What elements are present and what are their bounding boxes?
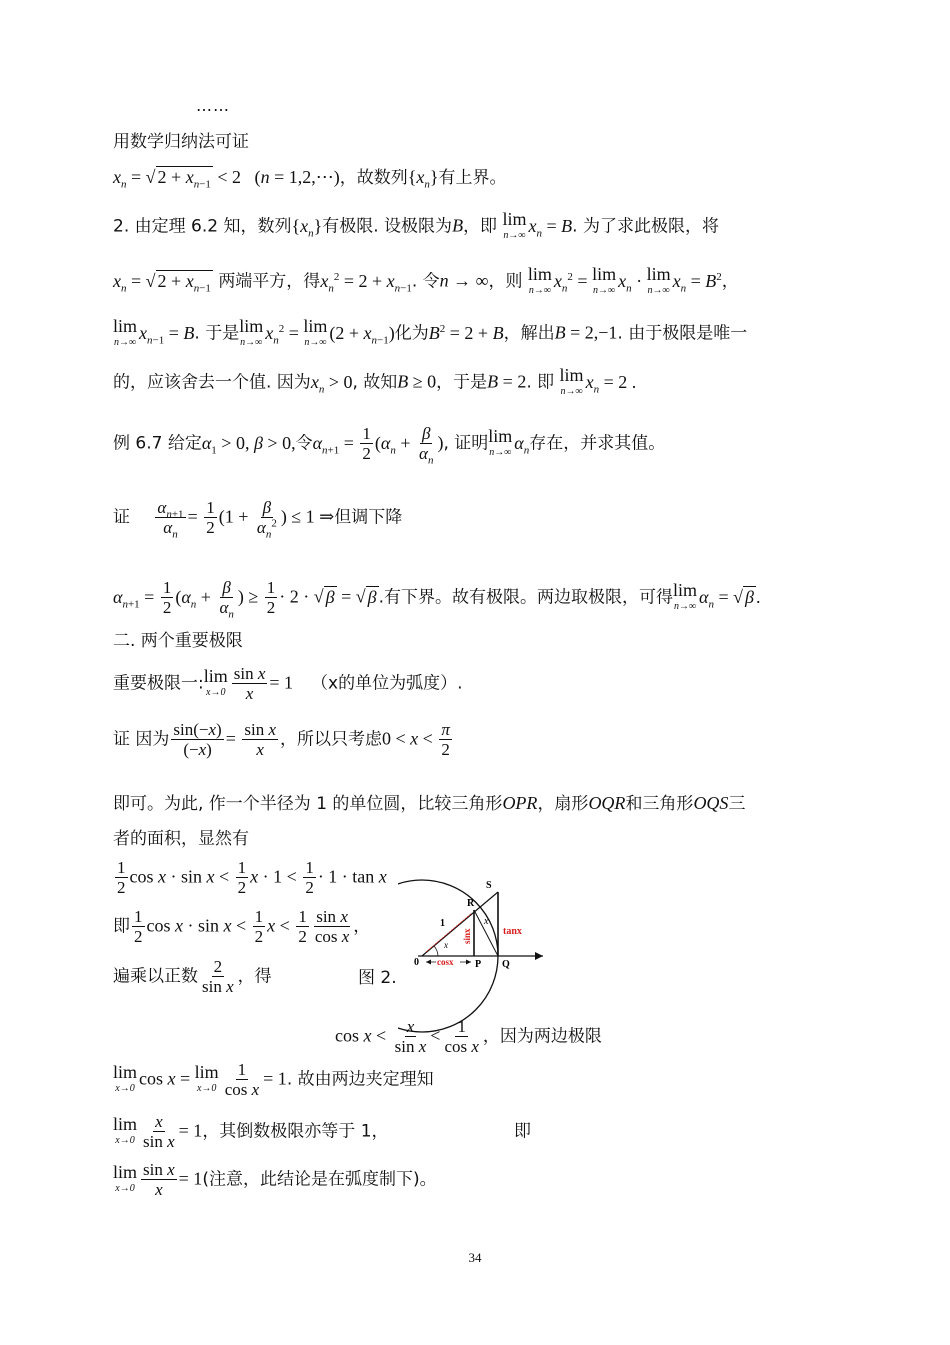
lower-bound-line: $\alpha_{n+1}$ = $\frac{1}{2}$ ($\alpha_n$ + $\frac{\beta}{\alpha_n}$ ) ≥ $\frac{1}{2}$ · 2 · √ β = √ β .有下界。故有极限。两边取极限，可得 lim n→∞ $\alpha_n$ = √ β . xyxy=(113,578,761,621)
section-heading: 二. 两个重要极限 xyxy=(113,631,243,651)
label-o: 0 xyxy=(414,957,419,968)
bounded-line: $x_n$ = √ $2 + x_{n-1} < 2$ (n = 1,2,⋯)，故数列$\{x_n\}$有上界。 xyxy=(113,167,507,191)
label-tan: tanx xyxy=(503,926,522,937)
label-arc: x xyxy=(484,916,489,927)
proof-ratio-line: 证 $\frac{\alpha_{n+1}}{\alpha_n}$ = $\frac{1}{2}$ (1 + $\frac{\beta}{\alpha_n^2}$ ) ≤ 1 ⇒但调下降 xyxy=(113,498,403,541)
label-radius: 1 xyxy=(440,918,445,929)
label-s: S xyxy=(486,880,492,891)
theorem-line: 2. 由定理 6.2 知，数列$\{x_n\}$有极限. 设极限为B，即 lim n→∞ $x_n = B$. 为了求此极限，将 xyxy=(113,209,719,241)
reciprocal-line: lim x→0 $\frac{x}{\text{sin x}}$ = 1，其倒数极限亦等于 1， 即 xyxy=(113,1112,531,1151)
conclusion-line: 的，应该舍去一个值. 因为$x_n > 0$, 故知B ≥ 0，于是B = 2. 即 lim n→∞ $x_n = 2$ . xyxy=(113,365,637,397)
ellipsis: …… xyxy=(196,96,230,115)
square-line: $x_n$ = √ $2 + x_{n-1}$ 两端平方，得$x_n^2 = 2 + x_{n-1}$. 令n → ∞，则 lim n→∞ $x_n^2$ = lim n→∞ $x_n$ · lim n→∞ $x_n = B^2$， xyxy=(113,264,739,296)
angle-arc xyxy=(434,946,438,956)
label-sin: sinx xyxy=(462,928,472,944)
example-line: 例 6.7 给定$\alpha_1 > 0$, β > 0,令$\alpha_{n+1}$ = $\frac{1}{2}$ ($\alpha_n$ + $\frac{\beta}{\alpha_n}$ ), 证明 lim n→∞ $\alpha_n$存在，并求其值。 xyxy=(113,424,666,467)
area-inequality-line: $\frac{1}{2}$ cos x · sin x < $\frac{1}{2}$ x · 1 < $\frac{1}{2}$ · 1 · tan x xyxy=(117,858,387,897)
cos-inequality-line: cos x < $\frac{x}{\text{sin x}}$ < $\frac{1}{\text{cos x}}$ ，因为两边极限 xyxy=(335,1017,602,1056)
important-limit-line: 重要极限一: lim x→0 $\frac{\text{sin x}}{x}$ = 1 （x的单位为弧度）. xyxy=(113,664,463,703)
label-q: Q xyxy=(502,959,510,970)
area-comparison-line: 即可。为此, 作一个半径为 1 的单位圆，比较三角形OPR，扇形OQR和三角形OQS三 xyxy=(113,793,746,814)
induction-line: 用数学归纳法可证 xyxy=(113,132,249,152)
area-inequality-line-2: 即 $\frac{1}{2}$ cos x · sin x < $\frac{1}{2}$ x < $\frac{1}{2}$ $\frac{\text{sin x}}{\text{cos x}}$ ， xyxy=(113,907,371,946)
page-number: 34 xyxy=(468,1250,482,1265)
label-r: R xyxy=(467,898,475,909)
axis-arrow-icon xyxy=(535,952,543,960)
cos-arrow-left-icon xyxy=(426,960,431,965)
multiply-line: 遍乘以正数 $\frac{2}{\text{sin x}}$ ，得 xyxy=(113,957,272,996)
cos-arrow-right-icon xyxy=(466,960,471,965)
label-p: P xyxy=(475,959,482,970)
unit-circle-figure xyxy=(398,872,548,1052)
label-cos: cosx xyxy=(437,957,454,967)
final-limit-line: lim x→0 $\frac{\text{sin x}}{x}$ = 1(注意，此结论是在弧度制下)。 xyxy=(113,1160,437,1199)
label-angle: x xyxy=(444,940,448,950)
proof-symmetry-line: 证 因为 $\frac{\sin(-x)}{(-x)}$ = $\frac{\text{sin x}}{x}$ ，所以只考虑0 < x < $\frac{\pi}{2}$ xyxy=(113,720,450,759)
figure-caption: 图 2. xyxy=(358,968,397,988)
squeeze-line: lim x→0 cos x = lim x→0 $\frac{1}{\text{cos x}}$ = 1. 故由两边夹定理知 xyxy=(113,1060,434,1099)
limit-equation-line: lim n→∞ $x_{n-1} = B$. 于是 lim n→∞ $x_n^2$ = lim n→∞ $(2 + x_{n-1})$化为$B^2 = 2 + B$，解出B = 2,−1. 由于极限是唯一 xyxy=(113,316,748,348)
area-comparison-line-2: 者的面积，显然有 xyxy=(113,829,249,849)
limit-symbol: lim n→∞ xyxy=(502,209,527,241)
